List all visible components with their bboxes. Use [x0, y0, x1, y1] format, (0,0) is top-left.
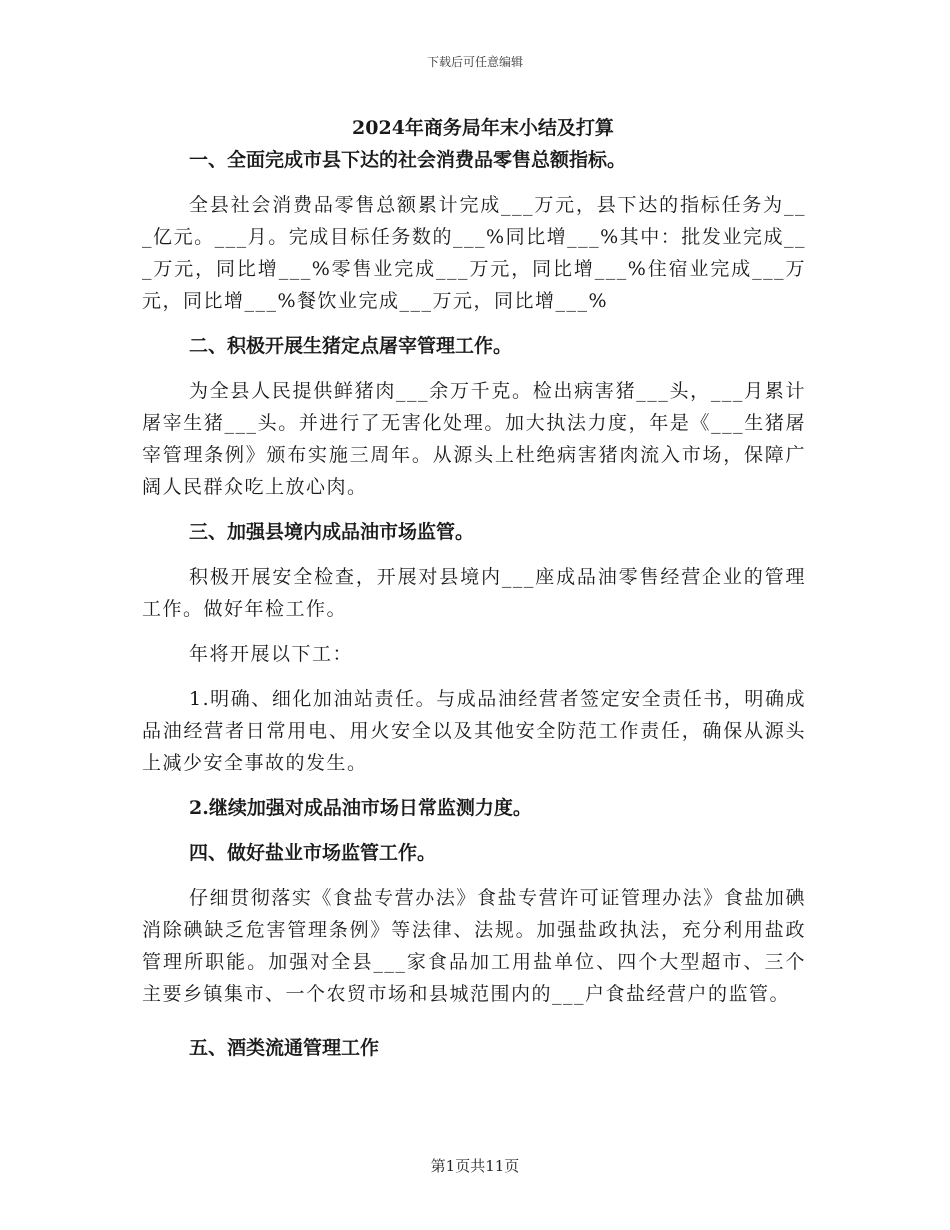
section-2-heading: 二、积极开展生猪定点屠宰管理工作。	[189, 335, 513, 357]
document-title: 2024年商务局年末小结及打算	[352, 117, 614, 139]
section-1-paragraph: 全县社会消费品零售总额累计完成___万元，县下达的指标任务为___亿元。___月。完成目标任务数的___%同比增___%其中：批发业完成___万元，同比增___%零售业完成___万元，同比增___%住宿业完成___万元，同比增___%餐饮业完成___万元，同比增___%	[142, 194, 806, 312]
document-body	[142, 112, 806, 1064]
section-4-heading: 四、做好盐业市场监管工作。	[189, 842, 437, 864]
section-2-paragraph: 为全县人民提供鲜猪肉___余万千克。检出病害猪___头，___月累计屠宰生猪___头。并进行了无害化处理。加大执法力度，年是《___生猪屠宰管理条例》颁布实施三周年。从源头上杜绝病害猪肉流入市场，保障广阔人民群众吃上放心肉。	[142, 380, 806, 498]
page-number-footer: 第1页共11页	[430, 1157, 520, 1175]
header-note: 下载后可任意编辑	[426, 55, 523, 69]
section-4-paragraph: 仔细贯彻落实《食盐专营办法》食盐专营许可证管理办法》食盐加碘消除碘缺乏危害管理条例》等法律、法规。加强盐政执法，充分利用盐政管理所职能。加强对全县___家食品加工用盐单位、四个大型超市、三个主要乡镇集市、一个农贸市场和县城范围内的___户食盐经营户的监管。	[142, 887, 806, 1005]
section-3-paragraph: 积极开展安全检查，开展对县境内___座成品油零售经营企业的管理工作。做好年检工作。	[142, 566, 806, 620]
section-3-item-2: 2.继续加强对成品油市场日常监测力度。	[189, 797, 532, 819]
section-5-heading: 五、酒类流通管理工作	[189, 1037, 380, 1059]
section-1-heading: 一、全面完成市县下达的社会消费品零售总额指标。	[189, 149, 627, 171]
section-3-item-1: 1.明确、细化加油站责任。与成品油经营者签定安全责任书，明确成品油经营者日常用电、用火安全以及其他安全防范工作责任，确保从源头上减少安全事故的发生。	[142, 688, 806, 774]
section-3-heading: 三、加强县境内成品油市场监管。	[189, 521, 475, 543]
section-3-plan-intro: 年将开展以下工：	[189, 643, 354, 665]
